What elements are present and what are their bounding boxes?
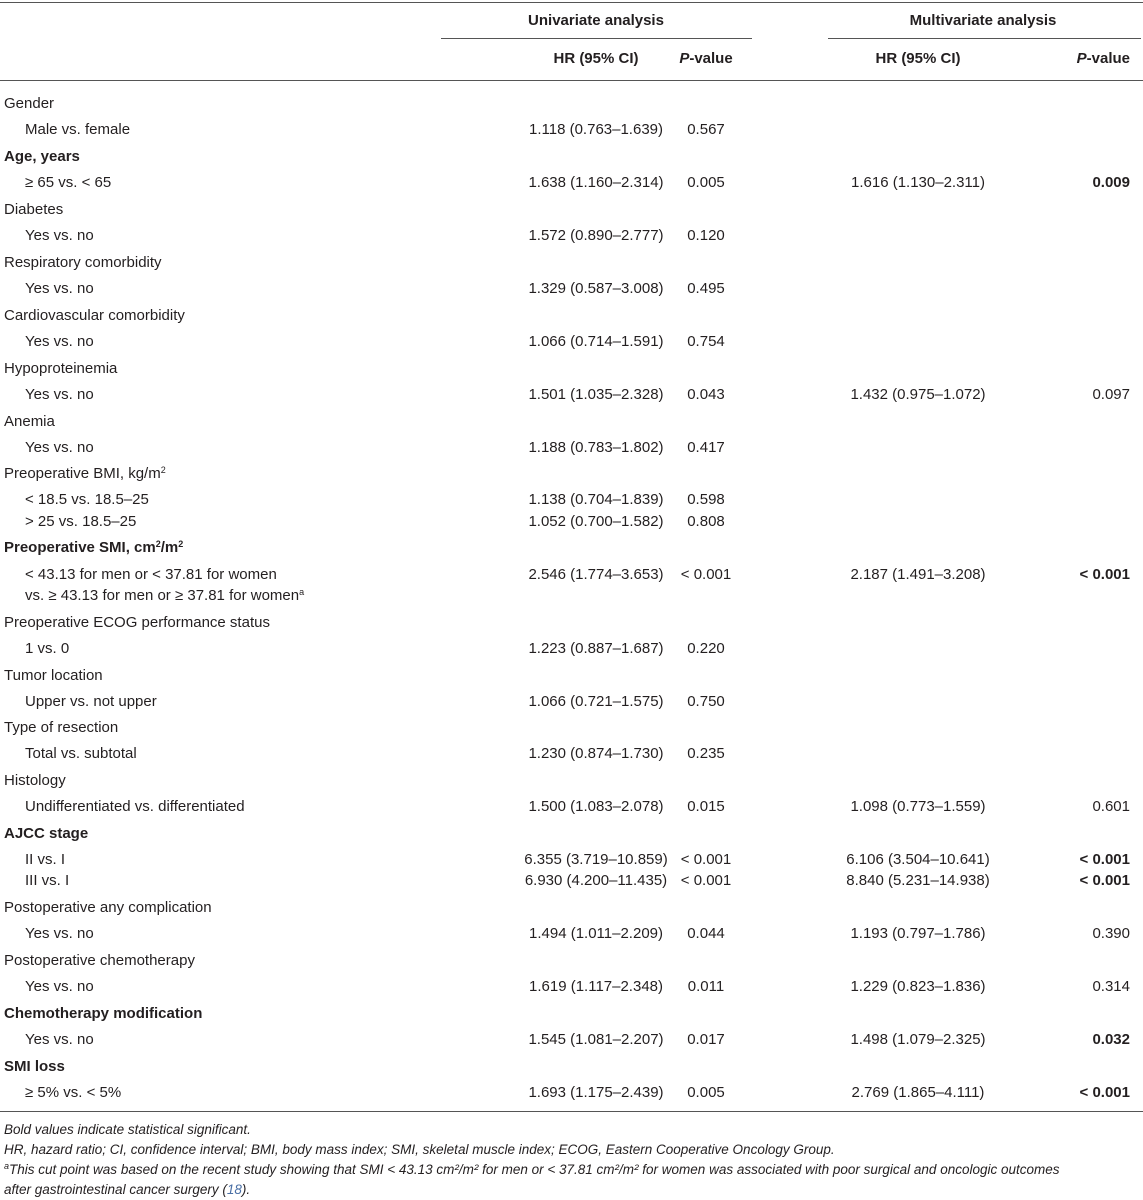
- univariate-p-cell: 0.808: [687, 513, 725, 530]
- univariate-hr-header: HR (95% CI): [553, 50, 639, 67]
- multivariate-header: Multivariate analysis: [909, 12, 1057, 29]
- multivariate-p-cell: 0.314: [1092, 978, 1130, 995]
- multivariate-hr-cell: 2.187 (1.491–3.208): [850, 566, 986, 583]
- row-variable-label: Preoperative SMI, $cm^2/m^2$: [4, 539, 184, 556]
- multivariate-p-cell: 0.390: [1092, 925, 1130, 942]
- row-comparison-label: Yes vs. no: [25, 925, 94, 942]
- univariate-p-cell: 0.005: [687, 174, 725, 191]
- row-comparison-label: Yes vs. no: [25, 386, 94, 403]
- row-variable-label: Postoperative chemotherapy: [4, 952, 195, 969]
- header-rule: [0, 80, 1143, 81]
- top-rule: [0, 2, 1143, 3]
- multivariate-hr-header: HR (95% CI): [875, 50, 961, 67]
- multivariate-p-cell: 0.032: [1092, 1031, 1130, 1048]
- row-variable-label: Postoperative any complication: [4, 899, 212, 916]
- row-variable-label: AJCC stage: [4, 825, 89, 842]
- row-comparison-label: III vs. I: [25, 872, 70, 889]
- multivariate-hr-cell: 8.840 (5.231–14.938): [846, 872, 990, 889]
- row-comparison-label: Upper vs. not upper: [25, 693, 157, 710]
- row-variable-label: SMI loss: [4, 1058, 65, 1075]
- univariate-p-cell: < 0.001: [680, 872, 732, 889]
- row-comparison-label: Undifferentiated vs. differentiated: [25, 798, 245, 815]
- row-variable-label: Hypoproteinemia: [4, 360, 118, 377]
- bottom-rule: [0, 1111, 1143, 1112]
- row-comparison-label: Yes vs. no: [25, 227, 94, 244]
- univariate-p-cell: 0.011: [687, 978, 725, 995]
- row-comparison-label: > 25 vs. 18.5–25: [25, 513, 137, 530]
- univariate-hr-cell: 1.118 (0.763–1.639): [529, 121, 663, 138]
- multivariate-hr-cell: 6.106 (3.504–10.641): [846, 851, 990, 868]
- univariate-p-cell: 0.598: [687, 491, 725, 508]
- row-comparison-label: ≥ 65 vs. < 65: [25, 174, 112, 191]
- row-variable-label: Age, years: [4, 148, 80, 165]
- multivariate-hr-cell: 1.098 (0.773–1.559): [850, 798, 986, 815]
- univariate-hr-cell: 1.188 (0.783–1.802): [528, 439, 664, 456]
- univariate-hr-cell: 1.223 (0.887–1.687): [528, 640, 664, 657]
- multivariate-hr-cell: 1.498 (1.079–2.325): [850, 1031, 986, 1048]
- univariate-hr-cell: 6.355 (3.719–10.859): [524, 851, 668, 868]
- footnote-a-cont: after gastrointestinal cancer surgery (18).: [4, 1182, 251, 1197]
- univariate-p-cell: 0.235: [687, 745, 725, 762]
- row-variable-label: Histology: [4, 772, 66, 789]
- row-comparison-label: 1 vs. 0: [25, 640, 70, 657]
- univariate-p-cell: 0.220: [687, 640, 725, 657]
- univariate-hr-cell: 1.501 (1.035–2.328): [528, 386, 664, 403]
- univariate-hr-cell: 1.066 (0.714–1.591): [528, 333, 664, 350]
- univariate-header: Univariate analysis: [528, 12, 664, 29]
- row-variable-label: Cardiovascular comorbidity: [4, 307, 185, 324]
- footnote-marker: a: [4, 1161, 10, 1171]
- univariate-hr-cell: 1.052 (0.700–1.582): [528, 513, 664, 530]
- multivariate-p-cell: 0.009: [1092, 174, 1130, 191]
- univariate-hr-cell: 1.572 (0.890–2.777): [528, 227, 664, 244]
- row-variable-label: Chemotherapy modification: [4, 1005, 203, 1022]
- univariate-p-cell: 0.044: [687, 925, 725, 942]
- univariate-p-cell: 0.750: [687, 693, 725, 710]
- row-comparison-label: ≥ 5% vs. < 5%: [25, 1084, 122, 1101]
- univariate-hr-cell: 1.619 (1.117–2.348): [529, 978, 663, 995]
- table-notes: [4, 1120, 1140, 1200]
- row-variable-label: Respiratory comorbidity: [4, 254, 162, 271]
- univariate-hr-cell: 1.693 (1.175–2.439): [528, 1084, 664, 1101]
- row-comparison-label: Yes vs. no: [25, 333, 94, 350]
- univariate-hr-cell: 1.638 (1.160–2.314): [528, 174, 664, 191]
- multivariate-p-cell: < 0.001: [1079, 872, 1130, 889]
- footnote-line1: This cut point was based on the recent study showing that SMI < 43.13 cm²/m² for men or < 37.81 cm²/m² for women was associated with poor surgical and oncologic outcomes: [9, 1162, 1060, 1177]
- univariate-p-cell: 0.017: [687, 1031, 725, 1048]
- univariate-p-cell: 0.567: [687, 121, 725, 138]
- footnote-a: [4, 1160, 1140, 1180]
- multivariate-p-header: P-value: [1076, 50, 1130, 67]
- row-variable-label: Preoperative BMI, $kg/m^2$: [4, 465, 166, 482]
- univariate-p-cell: 0.005: [687, 1084, 725, 1101]
- multivariate-p-cell: 0.097: [1092, 386, 1130, 403]
- univariate-hr-cell: 1.329 (0.587–3.008): [528, 280, 664, 297]
- row-comparison-label: Male vs. female: [25, 121, 131, 138]
- univariate-p-cell: 0.754: [687, 333, 725, 350]
- univariate-p-cell: < 0.001: [680, 851, 732, 868]
- univariate-p-cell: 0.015: [687, 798, 725, 815]
- univariate-hr-cell: 1.138 (0.704–1.839): [528, 491, 664, 508]
- univariate-rule: [441, 38, 752, 39]
- multivariate-hr-cell: 1.432 (0.975–1.072): [850, 386, 986, 403]
- univariate-hr-cell: 1.494 (1.011–2.209): [529, 925, 663, 942]
- univariate-hr-cell: 1.066 (0.721–1.575): [528, 693, 664, 710]
- univariate-p-cell: < 0.001: [680, 566, 732, 583]
- univariate-hr-cell: 2.546 (1.774–3.653): [528, 566, 664, 583]
- univariate-p-header: P-value: [679, 50, 733, 67]
- univariate-hr-cell: 1.500 (1.083–2.078): [528, 798, 664, 815]
- row-comparison-label: Yes vs. no: [25, 978, 94, 995]
- row-comparison-label: Yes vs. no: [25, 439, 94, 456]
- abbreviations-note: HR, hazard ratio; CI, confidence interval; BMI, body mass index; SMI, skeletal muscle index; ECOG, Eastern Cooperative Oncology Group.: [4, 1142, 835, 1157]
- multivariate-hr-cell: 2.769 (1.865–4.111): [851, 1084, 985, 1101]
- univariate-p-cell: 0.495: [687, 280, 725, 297]
- row-comparison-label: Yes vs. no: [25, 1031, 94, 1048]
- multivariate-p-cell: < 0.001: [1079, 566, 1130, 583]
- univariate-hr-cell: 1.545 (1.081–2.207): [528, 1031, 664, 1048]
- univariate-hr-cell: 1.230 (0.874–1.730): [528, 745, 664, 762]
- multivariate-hr-cell: 1.616 (1.130–2.311): [851, 174, 985, 191]
- row-comparison-label: Total vs. subtotal: [25, 745, 137, 762]
- multivariate-p-cell: < 0.001: [1079, 851, 1130, 868]
- row-comparison-label: vs. ≥ 43.13 for men or ≥ 37.81 for women$^a$: [25, 587, 305, 604]
- row-variable-label: Diabetes: [4, 201, 64, 218]
- multivariate-p-cell: 0.601: [1092, 798, 1130, 815]
- row-variable-label: Anemia: [4, 413, 55, 430]
- row-comparison-label: < 43.13 for men or < 37.81 for women: [25, 566, 277, 583]
- multivariate-rule: [828, 38, 1141, 39]
- row-variable-label: Type of resection: [4, 719, 119, 736]
- row-variable-label: Preoperative ECOG performance status: [4, 614, 270, 631]
- univariate-hr-cell: 6.930 (4.200–11.435): [524, 872, 668, 889]
- reference-link[interactable]: 18: [226, 1182, 242, 1197]
- multivariate-hr-cell: 1.193 (0.797–1.786): [850, 925, 986, 942]
- univariate-p-cell: 0.120: [687, 227, 725, 244]
- multivariate-hr-cell: 1.229 (0.823–1.836): [850, 978, 986, 995]
- row-variable-label: Tumor location: [4, 667, 103, 684]
- bold-note: Bold values indicate statistical significant.: [4, 1122, 251, 1137]
- row-variable-label: Gender: [4, 95, 55, 112]
- multivariate-p-cell: < 0.001: [1079, 1084, 1130, 1101]
- row-comparison-label: Yes vs. no: [25, 280, 94, 297]
- univariate-p-cell: 0.417: [687, 439, 725, 456]
- row-comparison-label: < 18.5 vs. 18.5–25: [25, 491, 149, 508]
- row-comparison-label: II vs. I: [25, 851, 66, 868]
- univariate-p-cell: 0.043: [687, 386, 725, 403]
